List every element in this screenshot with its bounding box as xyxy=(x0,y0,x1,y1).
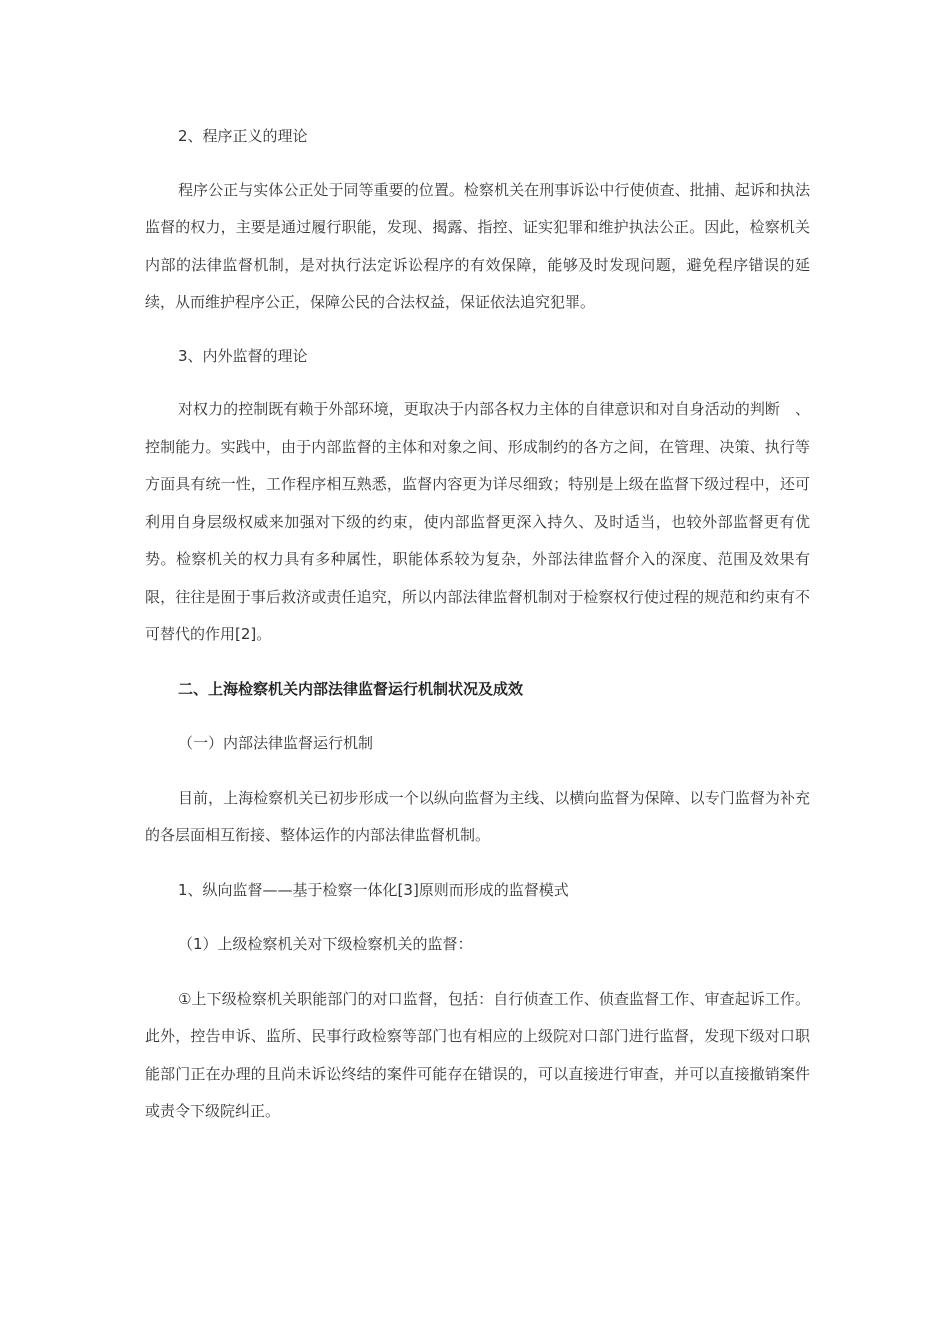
paragraph-procedural-justice: 程序公正与实体公正处于同等重要的位置。检察机关在刑事诉讼中行使侦查、批捕、起诉和执法监督的权力，主要是通过履行职能，发现、揭露、指控、证实犯罪和维护执法公正。因此，检察机关内部的法律监督机制，是对执行法定诉讼程序的有效保障，能够及时发现问题，避免程序错误的延续，从而维护程序公正，保障公民的合法权益，保证依法追究犯罪。 xyxy=(145,180,810,311)
paragraph-counterpart-supervision: ①上下级检察机关职能部门的对口监督，包括：自行侦查工作、侦查监督工作、审查起诉工作。此外，控告申诉、监所、民事行政检察等部门也有相应的上级院对口部门进行监督，发现下级对口职能部门正在办理的且尚未诉讼终结的案件可能存在错误的，可以直接进行审查，并可以直接撤销案件或责令下级院纠正。 xyxy=(145,989,810,1120)
section-heading-part-two: 二、上海检察机关内部法律监督运行机制状况及成效 xyxy=(178,679,524,698)
subheading-internal-mechanism: （一）内部法律监督运行机制 xyxy=(178,734,374,752)
heading-procedural-justice: 2、程序正义的理论 xyxy=(178,127,308,145)
paragraph-current-mechanism: 目前，上海检察机关已初步形成一个以纵向监督为主线、以横向监督为保障、以专门监督为补充的各层面相互衔接、整体运作的内部法律监督机制。 xyxy=(145,788,810,844)
document-body xyxy=(145,118,810,1131)
heading-vertical-supervision: 1、纵向监督——基于检察一体化[3]原则而形成的监督模式 xyxy=(178,880,569,899)
paragraph-internal-external-supervision: 对权力的控制既有赖于外部环境，更取决于内部各权力主体的自律意识和对自身活动的判断 、控制能力。实践中，由于内部监督的主体和对象之间、形成制约的各方之间，在管理、决策、执行等方面具有统一性，工作程序相互熟悉，监督内容更为详尽细致；特别是上级在监督下级过程中，还可利用自身层级权威来加强对下级的约束，使内部监督更深入持久、及时适当，也较外部监督更有优势。检察机关的权力具有多种属性，职能体系较为复杂，外部法律监督介入的深度、范围及效果有限，往往是囿于事后救济或责任追究，所以内部法律监督机制对于检察权行使过程的规范和约束有不可替代的作用[2]。 xyxy=(145,400,810,643)
heading-internal-external-supervision: 3、内外监督的理论 xyxy=(178,346,308,365)
heading-superior-over-subordinate: （1）上级检察机关对下级检察机关的监督： xyxy=(178,935,473,953)
